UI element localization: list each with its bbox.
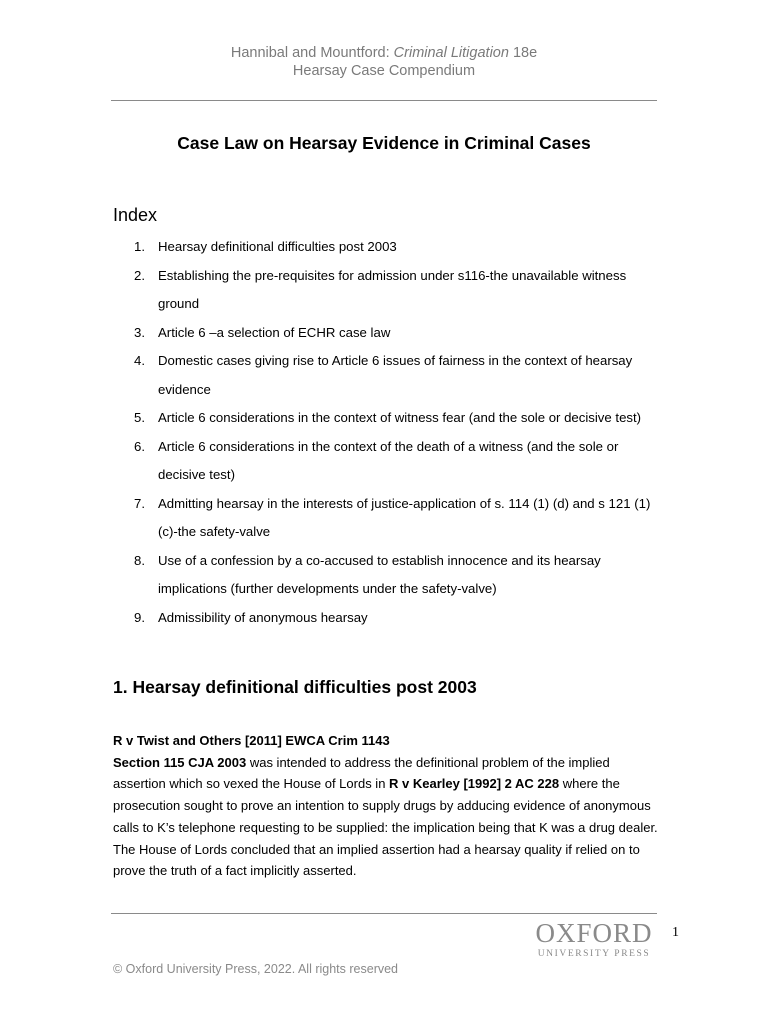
index-item xyxy=(113,404,663,433)
index-item-text: Article 6 considerations in the context of witness fear (and the sole or decisive test) xyxy=(158,410,642,425)
header-book-title: Criminal Litigation xyxy=(393,45,509,61)
index-item-number: 8. xyxy=(134,552,145,568)
case-name: R v Twist and Others [2011] EWCA Crim 1143 xyxy=(113,733,390,748)
index-item xyxy=(113,262,663,319)
index-item xyxy=(113,233,663,262)
index-item-number: 1. xyxy=(134,239,145,254)
header-subtitle: Hearsay Case Compendium xyxy=(292,63,476,79)
index-item-number: 7. xyxy=(134,495,145,511)
index-list xyxy=(113,233,663,632)
index-item xyxy=(113,433,663,490)
case-summary xyxy=(113,730,661,882)
index-heading: Index xyxy=(113,205,158,225)
header-book-line xyxy=(0,44,768,62)
index-item xyxy=(113,490,663,547)
publisher-name: OXFORD xyxy=(535,918,653,948)
index-item-number: 4. xyxy=(134,353,145,368)
case-text-b: where the prosecution sought to prove an intention to supply drugs by adducing evidence of anonymous calls to K’s telephone requesting to be supplied: the implication being that K was a drug dealer. The House of Lords concluded that an implied assertion had a hearsay quality if relied on to prove the truth of a fact implicitly asserted. xyxy=(113,776,658,879)
index-item-number: 6. xyxy=(134,438,145,454)
statute-reference: Section 115 CJA 2003 xyxy=(113,754,247,770)
index-item-number: 5. xyxy=(134,410,145,425)
case-text-a: was intended to address the definitional problem of the implied assertion which so vexed the House of Lords in xyxy=(113,754,610,792)
page-number: 1 xyxy=(672,925,679,940)
index-item-text: Hearsay definitional difficulties post 2003 xyxy=(158,239,397,254)
index-item-text: Admissibility of anonymous hearsay xyxy=(158,609,368,625)
index-item-number: 9. xyxy=(134,609,145,625)
index-item-text: Admitting hearsay in the interests of justice-application of s. 114 (1) (d) and s 121 (1) (c)-the safety-valve xyxy=(158,495,651,539)
header-edition: 18e xyxy=(508,45,538,61)
index-item xyxy=(113,319,663,348)
index-item-text: Article 6 –a selection of ECHR case law xyxy=(158,324,391,340)
index-item-text: Use of a confession by a co-accused to establish innocence and its hearsay implications (further developments under the safety-valve) xyxy=(158,552,601,596)
index-item-text: Domestic cases giving rise to Article 6 issues of fairness in the context of hearsay evidence xyxy=(158,353,633,397)
copyright-footer: © Oxford University Press, 2022. All rights reserved xyxy=(113,962,399,976)
index-item-text: Article 6 considerations in the context of the death of a witness (and the sole or decisive test) xyxy=(158,438,619,482)
case-paragraph xyxy=(113,752,661,882)
document-title: Case Law on Hearsay Evidence in Criminal Cases xyxy=(177,133,591,153)
oxford-logo xyxy=(530,918,658,960)
footer-divider xyxy=(111,913,657,914)
page-header xyxy=(0,44,768,80)
index-item xyxy=(113,604,663,633)
cited-case: R v Kearley [1992] 2 AC 228 xyxy=(389,776,560,792)
index-item-number: 3. xyxy=(134,324,145,340)
header-authors: Hannibal and Mountford: xyxy=(230,45,394,61)
index-item xyxy=(113,347,663,404)
index-item xyxy=(113,547,663,604)
index-item-number: 2. xyxy=(134,267,145,283)
section-heading: 1. Hearsay definitional difficulties post 2003 xyxy=(113,677,477,697)
publisher-sub: UNIVERSITY PRESS xyxy=(537,949,651,959)
header-divider xyxy=(111,100,657,101)
index-item-text: Establishing the pre-requisites for admission under s116-the unavailable witness ground xyxy=(158,267,627,311)
